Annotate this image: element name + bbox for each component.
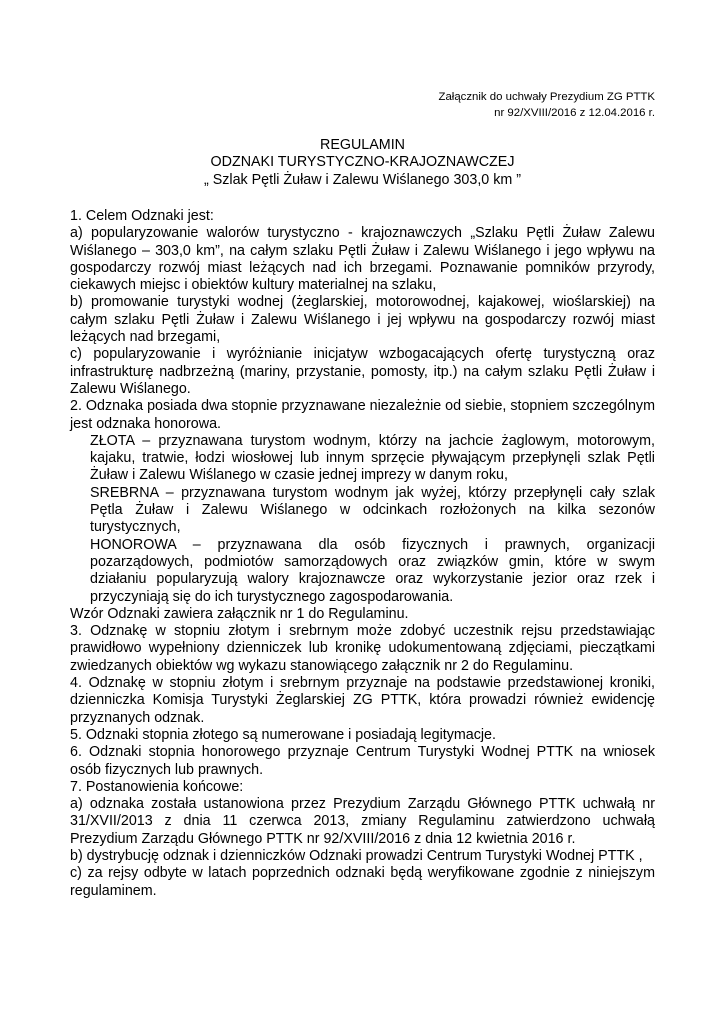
section-7-point-a: a) odznaka została ustanowiona przez Prezydium Zarządu Głównego PTTK uchwałą nr 31/XVII/2013 z dnia 11 czerwca 2013, zmiany Regulaminu zatwierdzono uchwałą Prezydium Zarządu Głównego PTTK nr 92/XVIII/2016 z dnia 12 kwietnia 2016 r.: [70, 796, 655, 847]
section-4: 4. Odznakę w stopniu złotym i srebrnym przyznaje na podstawie przedstawionej kroniki, dzienniczka Komisja Turystyki Żeglarskiej ZG PTTK, która prowadzi również ewidencję przyznanych odznak.: [70, 675, 655, 726]
title-trail-name: „ Szlak Pętli Żuław i Zalewu Wiślanego 303,0 km ”: [203, 171, 522, 188]
title-regulamin: REGULAMIN: [320, 137, 405, 153]
attachment-line-1: Załącznik do uchwały Prezydium ZG PTTK: [438, 91, 655, 103]
document-title: [0, 137, 725, 189]
section-1-point-a: a) popularyzowanie walorów turystyczno - krajoznawczych „Szlaku Pętli Żuław Zalewu Wiślanego – 303,0 km”, na całym szlaku Pętli Żuław i Zalewu Wiślanego i jego wpływu na gospodarczy rozwój miast leżących nad ich brzegami. Poznawanie pomników przyrody, ciekawych miejsc i obiektów kultury materialnej na szlaku,: [70, 225, 655, 294]
attachment-line-2: nr 92/XVIII/2016 z 12.04.2016 r.: [494, 107, 655, 119]
section-2-intro: 2. Odznaka posiada dwa stopnie przyznawane niezależnie od siebie, stopniem szczególnym jest odznaka honorowa.: [70, 398, 655, 432]
title-badge-name: ODZNAKI TURYSTYCZNO-KRAJOZNAWCZEJ: [210, 154, 515, 171]
regulation-body: [70, 208, 655, 900]
section-2-pattern: Wzór Odznaki zawiera załącznik nr 1 do Regulaminu.: [70, 605, 409, 622]
section-7-heading: 7. Postanowienia końcowe:: [70, 778, 244, 795]
section-2-gold: ZŁOTA – przyznawana turystom wodnym, którzy na jachcie żaglowym, motorowym, kajaku, tratwie, łodzi wiosłowej lub innym sprzęcie pływającym przepłynęli szlak Pętli Żuław i Zalewu Wiślanego w czasie jednej imprezy w danym roku,: [90, 432, 655, 484]
section-2-honorary: HONOROWA – przyznawana dla osób fizycznych i prawnych, organizacji pozarządowych, podmiotów samorządowych oraz związków gmin, które w swym działaniu popularyzują walory krajoznawcze oraz wykorzystanie jezior oraz rzek i przyczyniają się do ich turystycznego zagospodarowania.: [90, 536, 655, 605]
section-6: 6. Odznaki stopnia honorowego przyznaje Centrum Turystyki Wodnej PTTK na wniosek osób fizycznych lub prawnych.: [70, 744, 655, 778]
section-7-point-b: b) dystrybucję odznak i dzienniczków Odznaki prowadzi Centrum Turystyki Wodnej PTTK ,: [70, 847, 643, 864]
section-1-heading: 1. Celem Odznaki jest:: [70, 208, 214, 224]
attachment-note: [439, 89, 656, 121]
section-3: 3. Odznakę w stopniu złotym i srebrnym może zdobyć uczestnik rejsu przedstawiając prawidłowo wypełniony dzienniczek lub kronikę udokumentowaną zdjęciami, pieczątkami zwiedzanych obiektów wg wykazu stanowiącego załącznik nr 2 do Regulaminu.: [70, 623, 655, 674]
section-1-point-c: c) popularyzowanie i wyróżnianie inicjatyw wzbogacających ofertę turystyczną oraz infrastrukturę nadbrzeżną (mariny, przystanie, pomosty, itp.) na całym szlaku Pętli Żuław i Zalewu Wiślanego.: [70, 346, 655, 397]
section-1-point-b: b) promowanie turystyki wodnej (żeglarskiej, motorowodnej, kajakowej, wioślarskiej) na całym szlaku Pętli Żuław i Zalewu Wiślanego i jej wpływu na gospodarczy rozwój miast leżących nad brzegami,: [70, 294, 655, 346]
section-2-silver: SREBRNA – przyznawana turystom wodnym jak wyżej, którzy przepłynęli cały szlak Pętla Żuław i Zalewu Wiślanego w odcinkach rozłożonych na kilka sezonów turystycznych,: [90, 484, 655, 536]
section-5: 5. Odznaki stopnia złotego są numerowane i posiadają legitymacje.: [70, 726, 496, 743]
section-7-point-c: c) za rejsy odbyte w latach poprzednich odznaki będą weryfikowane zgodnie z niniejszym regulaminem.: [70, 865, 655, 899]
